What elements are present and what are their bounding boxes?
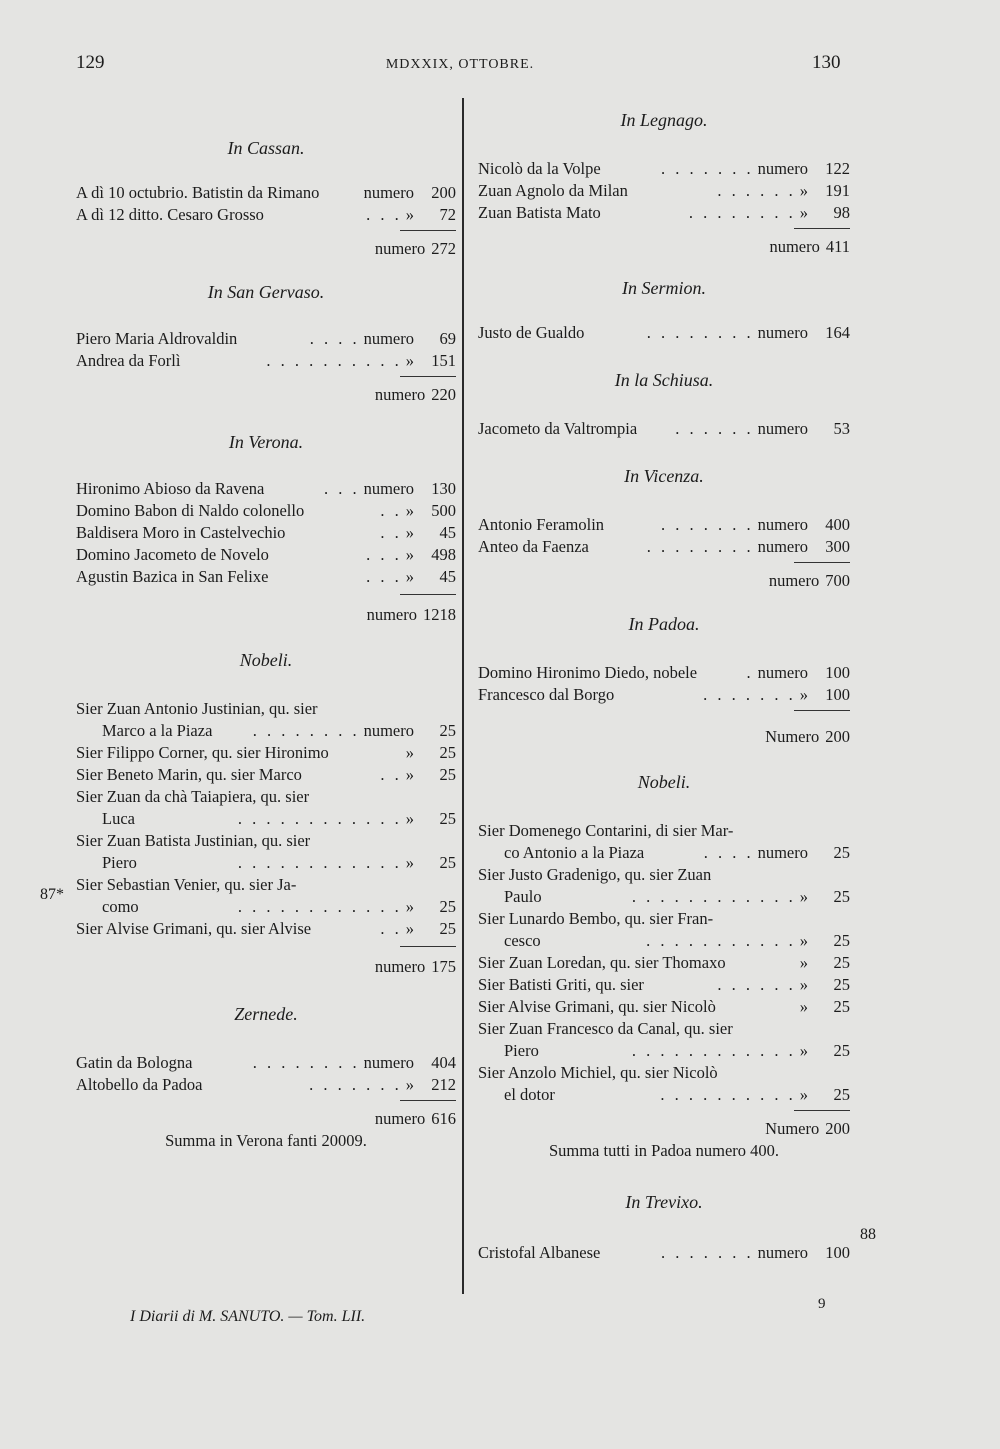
list-item <box>478 684 850 706</box>
list-item <box>76 350 456 372</box>
entry-name: Sier Domenego Contarini, di sier Mar- <box>478 821 734 840</box>
entry-label: » <box>405 765 414 784</box>
section-title: In Padoa. <box>628 614 700 634</box>
list-item <box>478 322 850 344</box>
entry-label: » <box>799 1041 808 1060</box>
entry-name: Sier Alvise Grimani, qu. sier Nicolò <box>478 997 716 1016</box>
subtotal <box>76 1108 456 1130</box>
leader-dots: . . . . . . . <box>660 1243 754 1262</box>
entry-value: 500 <box>431 501 456 520</box>
leader-dots: . . . . . . . . <box>688 203 796 222</box>
total-rule <box>400 1100 456 1102</box>
leader-dots: . . . . . . . <box>309 1075 402 1094</box>
leader-dots: . . <box>380 523 402 542</box>
entry-name: A dì 10 octubrio. Batistin da Rimano <box>76 183 320 202</box>
entry-name: Antonio Feramolin <box>478 515 605 534</box>
list-item <box>478 864 850 886</box>
list-item <box>478 418 850 440</box>
leader-dots: . . . . . . . <box>703 685 796 704</box>
list-item <box>478 1040 850 1062</box>
entry-value: 25 <box>439 721 456 740</box>
leader-dots: . <box>746 663 754 682</box>
subtotal <box>478 570 850 592</box>
leader-dots: . . . . . . . . . . . . <box>237 897 402 916</box>
leader-dots: . . . . <box>703 843 754 862</box>
entry-name: Sier Zuan Loredan, qu. sier Thomaxo <box>478 953 726 972</box>
entry-name: Justo de Gualdo <box>478 323 585 342</box>
list-item <box>76 720 456 742</box>
summary-line: Summa in Verona fanti 20009. <box>165 1131 367 1150</box>
list-item <box>76 874 456 896</box>
subtotal <box>478 726 850 748</box>
subtotal-value: 1218 <box>423 605 456 624</box>
subtotal-value: 200 <box>825 727 850 746</box>
entry-value: 25 <box>439 919 456 938</box>
list-item <box>76 500 456 522</box>
entry-name: Sier Zuan Batista Justinian, qu. sier <box>76 831 311 850</box>
entry-label: » <box>405 853 414 872</box>
leader-dots: . . . . . . . . <box>252 721 360 740</box>
entry-label: » <box>799 181 808 200</box>
list-item <box>76 896 456 918</box>
subtotal-label: Numero <box>765 1119 820 1138</box>
leader-dots: . . <box>380 765 402 784</box>
list-item <box>76 522 456 544</box>
entry-label: » <box>405 743 414 762</box>
entry-label: » <box>405 351 414 370</box>
entry-name: Paulo <box>504 887 542 906</box>
total-rule <box>794 1110 850 1112</box>
leader-dots: . . . . . . <box>717 975 796 994</box>
entry-name: Sier Zuan Francesco da Canal, qu. sier <box>478 1019 733 1038</box>
list-item <box>478 952 850 974</box>
entry-value: 404 <box>431 1053 456 1072</box>
margin-note-right: 88 <box>860 1226 876 1243</box>
list-item <box>478 158 850 180</box>
page-number-right: 130 <box>812 52 841 73</box>
list-item <box>76 478 456 500</box>
entry-name: Sier Justo Gradenigo, qu. sier Zuan <box>478 865 712 884</box>
entry-value: 25 <box>833 931 850 950</box>
entry-name: Francesco dal Borgo <box>478 685 615 704</box>
list-item <box>478 514 850 536</box>
list-item <box>76 182 456 204</box>
left-column <box>76 110 456 1152</box>
total-rule <box>400 230 456 232</box>
entry-label: » <box>799 203 808 222</box>
list-item <box>76 204 456 226</box>
entry-label: » <box>799 1085 808 1104</box>
entry-label: numero <box>363 329 414 348</box>
entry-label: » <box>405 205 414 224</box>
subtotal-label: numero <box>768 571 820 590</box>
section-title: In San Gervaso. <box>207 282 325 302</box>
list-item <box>76 328 456 350</box>
entry-name: el dotor <box>504 1085 555 1104</box>
list-item <box>478 842 850 864</box>
entry-name: Baldisera Moro in Castelvechio <box>76 523 286 542</box>
leader-dots: . . . . . . . . . . . . <box>631 1041 796 1060</box>
entry-label: » <box>405 501 414 520</box>
entry-label: numero <box>757 323 808 342</box>
subtotal-label: numero <box>374 385 426 404</box>
entry-name: Gatin da Bologna <box>76 1053 193 1072</box>
entry-value: 130 <box>431 479 456 498</box>
list-item <box>76 808 456 830</box>
entry-label: numero <box>363 1053 414 1072</box>
subtotal-label: numero <box>374 1109 426 1128</box>
list-item <box>478 974 850 996</box>
footer: I Diarii di M. SANUTO. — Tom. LII. <box>130 1308 366 1325</box>
entry-label: » <box>799 887 808 906</box>
entry-value: 25 <box>833 1041 850 1060</box>
subtotal-value: 272 <box>431 239 456 258</box>
list-item <box>478 180 850 202</box>
entry-value: 212 <box>431 1075 456 1094</box>
entry-name: Domino Babon di Naldo colonello <box>76 501 305 520</box>
entry-name: como <box>102 897 139 916</box>
subtotal-value: 411 <box>825 237 850 256</box>
subtotal-value: 220 <box>431 385 456 404</box>
leader-dots: . . . . . . <box>675 419 754 438</box>
total-rule <box>400 594 456 596</box>
entry-label: » <box>405 919 414 938</box>
section-title: In Sermion. <box>622 278 706 298</box>
entry-label: » <box>405 1075 414 1094</box>
entry-label: » <box>405 897 414 916</box>
entry-name: Agustin Bazica in San Felixe <box>76 567 269 586</box>
leader-dots: . . . . . . . <box>660 515 754 534</box>
total-rule <box>794 710 850 712</box>
entry-label: numero <box>757 537 808 556</box>
entry-value: 300 <box>825 537 850 556</box>
entry-name: Hironimo Abioso da Ravena <box>76 479 265 498</box>
subtotal <box>76 604 456 626</box>
section-title: Nobeli. <box>239 650 293 670</box>
list-item <box>478 1242 850 1264</box>
total-rule <box>794 562 850 564</box>
entry-value: 53 <box>833 419 850 438</box>
entry-label: numero <box>757 843 808 862</box>
entry-value: 25 <box>439 809 456 828</box>
entry-value: 25 <box>833 843 850 862</box>
entry-name: Sier Filippo Corner, qu. sier Hironimo <box>76 743 329 762</box>
entry-name: Sier Anzolo Michiel, qu. sier Nicolò <box>478 1063 718 1082</box>
entry-label: numero <box>363 479 414 498</box>
entry-label: » <box>799 953 808 972</box>
subtotal-label: numero <box>374 239 426 258</box>
entry-name: Sier Zuan da chà Taiapiera, qu. sier <box>76 787 310 806</box>
right-column <box>478 110 850 1264</box>
entry-label: numero <box>757 159 808 178</box>
subtotal-value: 200 <box>825 1119 850 1138</box>
section-title: In Vicenza. <box>624 466 704 486</box>
list-item <box>76 1074 456 1096</box>
leader-dots: . . . <box>323 479 360 498</box>
subtotal <box>76 384 456 406</box>
leader-dots: . . . . . . . . . . . . <box>237 809 402 828</box>
subtotal-value: 175 <box>431 957 456 976</box>
entry-name: Sier Beneto Marin, qu. sier Marco <box>76 765 302 784</box>
entry-name: co Antonio a la Piaza <box>504 843 645 862</box>
subtotal-label: numero <box>366 605 417 624</box>
section-title: Zernede. <box>234 1004 298 1024</box>
section-title: Nobeli. <box>637 772 691 792</box>
entry-value: 122 <box>825 159 850 178</box>
entry-value: 45 <box>439 567 456 586</box>
subtotal <box>76 956 456 978</box>
entry-name: Cristofal Albanese <box>478 1243 601 1262</box>
entry-value: 151 <box>431 351 456 370</box>
list-item <box>76 566 456 588</box>
leader-dots: . . . . . . . . <box>646 323 754 342</box>
subtotal-value: 700 <box>825 571 850 590</box>
entry-name: Zuan Batista Mato <box>478 203 601 222</box>
entry-label: » <box>405 567 414 586</box>
list-item <box>478 820 850 842</box>
entry-name: Piero <box>102 853 137 872</box>
subtotal <box>478 236 850 258</box>
leader-dots: . . . . . . <box>717 181 796 200</box>
total-rule <box>794 228 850 230</box>
list-item <box>478 930 850 952</box>
entry-label: numero <box>363 721 414 740</box>
entry-label: numero <box>363 183 414 202</box>
entry-label: » <box>799 997 808 1016</box>
entry-value: 25 <box>833 953 850 972</box>
entry-value: 100 <box>825 685 850 704</box>
entry-value: 25 <box>833 975 850 994</box>
list-item <box>76 742 456 764</box>
entry-label: » <box>799 931 808 950</box>
entry-value: 100 <box>825 1243 850 1262</box>
entry-label: » <box>405 545 414 564</box>
entry-name: Andrea da Forlì <box>76 351 181 370</box>
entry-value: 25 <box>439 853 456 872</box>
entry-value: 164 <box>825 323 850 342</box>
entry-value: 25 <box>833 887 850 906</box>
list-item <box>478 202 850 224</box>
entry-name: Domino Jacometo de Novelo <box>76 545 269 564</box>
list-item <box>76 786 456 808</box>
entry-name: Piero Maria Aldrovaldin <box>76 329 238 348</box>
subtotal-value: 616 <box>431 1109 456 1128</box>
entry-name: Domino Hironimo Diedo, nobele <box>478 663 698 682</box>
entry-label: numero <box>757 419 808 438</box>
entry-name: Sier Lunardo Bembo, qu. sier Fran- <box>478 909 714 928</box>
entry-value: 25 <box>833 997 850 1016</box>
entry-value: 200 <box>431 183 456 202</box>
summary-line: Summa tutti in Padoa numero 400. <box>548 1141 780 1160</box>
entry-name: Zuan Agnolo da Milan <box>478 181 628 200</box>
entry-name: Marco a la Piaza <box>102 721 213 740</box>
list-item <box>76 764 456 786</box>
leader-dots: . . . <box>366 205 402 224</box>
leader-dots: . . . . . . . . . . . . <box>631 887 796 906</box>
leader-dots: . . . <box>366 567 402 586</box>
entry-label: numero <box>757 515 808 534</box>
leader-dots: . . . . . . . . <box>252 1053 360 1072</box>
entry-name: cesco <box>504 931 541 950</box>
total-rule <box>400 376 456 378</box>
section-title: In Legnago. <box>620 110 708 130</box>
entry-name: Sier Batisti Griti, qu. sier <box>478 975 644 994</box>
list-item <box>478 536 850 558</box>
leader-dots: . . . . . . . . . . <box>266 351 402 370</box>
entry-name: Sier Sebastian Venier, qu. sier Ja- <box>76 875 297 894</box>
entry-value: 72 <box>439 205 456 224</box>
entry-value: 25 <box>439 743 456 762</box>
list-item <box>76 1052 456 1074</box>
entry-name: Nicolò da la Volpe <box>478 159 601 178</box>
section-title: In la Schiusa. <box>614 370 714 390</box>
list-item <box>76 544 456 566</box>
entry-name: Sier Zuan Antonio Justinian, qu. sier <box>76 699 318 718</box>
list-item <box>478 1018 850 1040</box>
entry-label: numero <box>757 1243 808 1262</box>
entry-label: numero <box>757 663 808 682</box>
subtotal-label: numero <box>374 957 426 976</box>
leader-dots: . . . . . . . . . . . . <box>237 853 402 872</box>
list-item <box>76 698 456 720</box>
list-item <box>478 662 850 684</box>
list-item <box>478 908 850 930</box>
total-rule <box>400 946 456 948</box>
entry-name: Sier Alvise Grimani, qu. sier Alvise <box>76 919 312 938</box>
list-item <box>76 918 456 940</box>
signature-mark: 9 <box>818 1296 826 1312</box>
entry-value: 25 <box>439 765 456 784</box>
entry-label: » <box>405 809 414 828</box>
entry-name: Altobello da Padoa <box>76 1075 203 1094</box>
leader-dots: . . . . . . . <box>660 159 754 178</box>
entry-value: 25 <box>439 897 456 916</box>
margin-note-left: 87* <box>40 886 64 903</box>
list-item <box>478 1084 850 1106</box>
entry-value: 45 <box>439 523 456 542</box>
section-title: In Verona. <box>228 432 304 452</box>
entry-label: » <box>405 523 414 542</box>
entry-name: Anteo da Faenza <box>478 537 589 556</box>
entry-value: 191 <box>825 181 850 200</box>
entry-value: 100 <box>825 663 850 682</box>
leader-dots: . . . . . . . . . . . <box>646 931 796 950</box>
leader-dots: . . <box>380 501 402 520</box>
leader-dots: . . . <box>366 545 402 564</box>
page-number-left: 129 <box>76 52 105 73</box>
entry-name: A dì 12 ditto. Cesaro Grosso <box>76 205 264 224</box>
list-item <box>478 1062 850 1084</box>
entry-label: » <box>799 685 808 704</box>
list-item <box>76 852 456 874</box>
subtotal <box>478 1118 850 1140</box>
list-item <box>478 886 850 908</box>
entry-value: 69 <box>439 329 456 348</box>
entry-name: Jacometo da Valtrompia <box>478 419 638 438</box>
entry-label: » <box>799 975 808 994</box>
leader-dots: . . <box>380 919 402 938</box>
subtotal-label: Numero <box>765 727 820 746</box>
subtotal-label: numero <box>769 237 820 256</box>
section-title: In Cassan. <box>227 138 305 158</box>
entry-value: 98 <box>833 203 850 222</box>
subtotal <box>76 238 456 260</box>
list-item <box>76 830 456 852</box>
leader-dots: . . . . . . . . . . <box>660 1085 796 1104</box>
running-title: MDXXIX, OTTOBRE. <box>385 57 535 72</box>
entry-value: 25 <box>833 1085 850 1104</box>
leader-dots: . . . . <box>309 329 360 348</box>
entry-value: 498 <box>431 545 456 564</box>
entry-name: Luca <box>102 809 135 828</box>
column-divider <box>462 98 464 1294</box>
entry-name: Piero <box>504 1041 539 1060</box>
entry-value: 400 <box>825 515 850 534</box>
leader-dots: . . . . . . . . <box>646 537 754 556</box>
section-title: In Trevixo. <box>625 1192 703 1212</box>
list-item <box>478 996 850 1018</box>
